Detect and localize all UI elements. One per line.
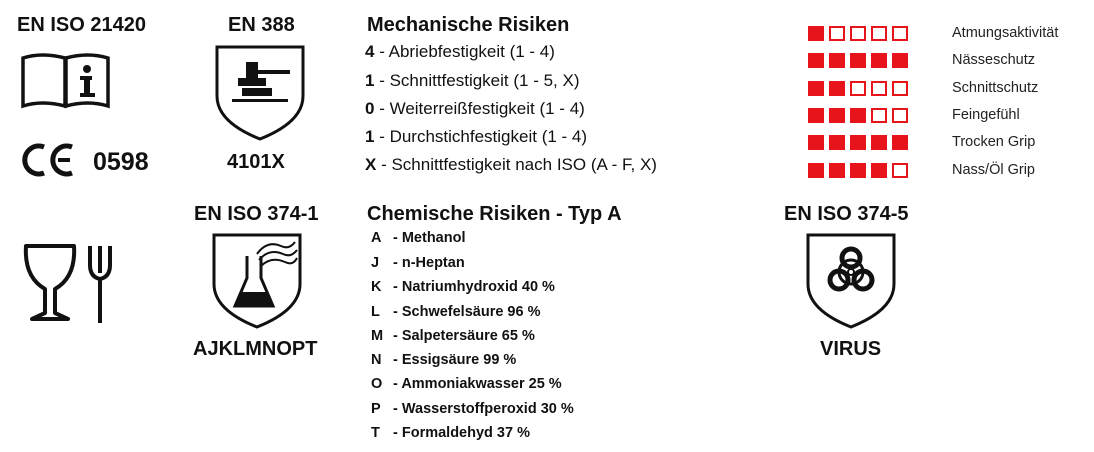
mechanical-row: 0 - Weiterreißfestigkeit (1 - 4) (365, 99, 585, 118)
mechanical-hammer-shield-icon (214, 44, 306, 142)
rating-box-filled (808, 26, 824, 41)
chemical-substance: - Methanol (393, 230, 466, 246)
rating-box-filled (850, 135, 866, 150)
rating-box-filled (892, 135, 908, 150)
rating-label: Nässeschutz (952, 52, 1036, 68)
chemical-flask-shield-icon (211, 232, 303, 330)
rating-box-filled (829, 108, 845, 123)
chemical-row (371, 376, 562, 392)
rating-label: Atmungsaktivität (952, 25, 1059, 41)
rating-label: Trocken Grip (952, 134, 1036, 150)
mechanical-row: 4 - Abriebfestigkeit (1 - 4) (365, 42, 555, 61)
en388-code: 4101X (227, 151, 285, 173)
chemical-substance: - Essigsäure 99 % (393, 352, 517, 368)
rating-box-empty (829, 26, 845, 41)
chemical-row (371, 279, 555, 295)
rating-box-empty (850, 26, 866, 41)
rating-label: Schnittschutz (952, 80, 1039, 96)
food-safe-icon (22, 243, 114, 327)
rating-boxes (808, 25, 913, 42)
mechanical-title: Mechanische Risiken (367, 14, 570, 36)
chemical-letter: N (371, 352, 382, 368)
ce-number: 0598 (93, 148, 149, 176)
rating-box-filled (808, 53, 824, 68)
ce-mark-icon (20, 143, 78, 177)
chemical-letter: A (371, 230, 382, 246)
chemical-letter: O (371, 376, 383, 392)
mechanical-row: X - Schnittfestigkeit nach ISO (A - F, X) (365, 155, 657, 174)
en374-1-code: AJKLMNOPT (193, 338, 318, 360)
en388-title: EN 388 (228, 14, 295, 36)
chemical-substance: - Salpetersäure 65 % (393, 328, 535, 344)
chemical-letter: P (371, 401, 381, 417)
rating-box-filled (871, 53, 887, 68)
chemical-substance: - Schwefelsäure 96 % (393, 304, 541, 320)
en420-title: EN ISO 21420 (17, 14, 146, 36)
chemical-substance: - Ammoniakwasser 25 % (393, 376, 562, 392)
chemical-row (371, 304, 541, 320)
rating-box-filled (829, 81, 845, 96)
chemical-letter: M (371, 328, 384, 344)
rating-box-empty (892, 81, 908, 96)
chemical-row (371, 425, 530, 441)
rating-box-filled (808, 81, 824, 96)
rating-box-empty (871, 81, 887, 96)
manual-info-icon (20, 52, 112, 110)
en374-5-code: VIRUS (820, 338, 882, 360)
chemical-letter: K (371, 279, 382, 295)
rating-boxes (808, 52, 913, 69)
rating-box-filled (892, 53, 908, 68)
rating-box-empty (850, 81, 866, 96)
rating-box-filled (850, 53, 866, 68)
rating-box-filled (871, 163, 887, 178)
rating-box-empty (871, 26, 887, 41)
rating-box-empty (892, 26, 908, 41)
rating-box-filled (829, 135, 845, 150)
biohazard-shield-icon (805, 232, 897, 330)
rating-boxes (808, 80, 913, 97)
rating-box-filled (808, 163, 824, 178)
rating-label: Nass/Öl Grip (952, 162, 1035, 178)
rating-boxes (808, 107, 913, 124)
rating-label: Feingefühl (952, 107, 1020, 123)
rating-box-empty (871, 108, 887, 123)
rating-box-filled (871, 135, 887, 150)
rating-box-filled (829, 53, 845, 68)
en374-1-title: EN ISO 374-1 (194, 203, 319, 225)
rating-box-filled (808, 108, 824, 123)
mechanical-row: 1 - Schnittfestigkeit (1 - 5, X) (365, 71, 580, 90)
chemical-row (371, 255, 465, 271)
chemical-title: Chemische Risiken - Typ A (367, 203, 622, 225)
chemical-row (371, 230, 466, 246)
chemical-substance: - Natriumhydroxid 40 % (393, 279, 555, 295)
chemical-row (371, 401, 574, 417)
rating-box-filled (808, 135, 824, 150)
rating-boxes (808, 162, 913, 179)
chemical-substance: - Formaldehyd 37 % (393, 425, 530, 441)
mechanical-row: 1 - Durchstichfestigkeit (1 - 4) (365, 127, 588, 146)
rating-box-empty (892, 108, 908, 123)
en374-5-title: EN ISO 374-5 (784, 203, 909, 225)
chemical-row (371, 352, 516, 368)
chemical-letter: J (371, 255, 380, 271)
chemical-letter: L (371, 304, 380, 320)
chemical-substance: - Wasserstoffperoxid 30 % (393, 401, 574, 417)
chemical-substance: - n-Heptan (393, 255, 465, 271)
rating-boxes (808, 134, 913, 151)
chemical-row (371, 328, 535, 344)
chemical-letter: T (371, 425, 380, 441)
rating-box-filled (850, 163, 866, 178)
rating-box-filled (829, 163, 845, 178)
rating-box-empty (892, 163, 908, 178)
rating-box-filled (850, 108, 866, 123)
